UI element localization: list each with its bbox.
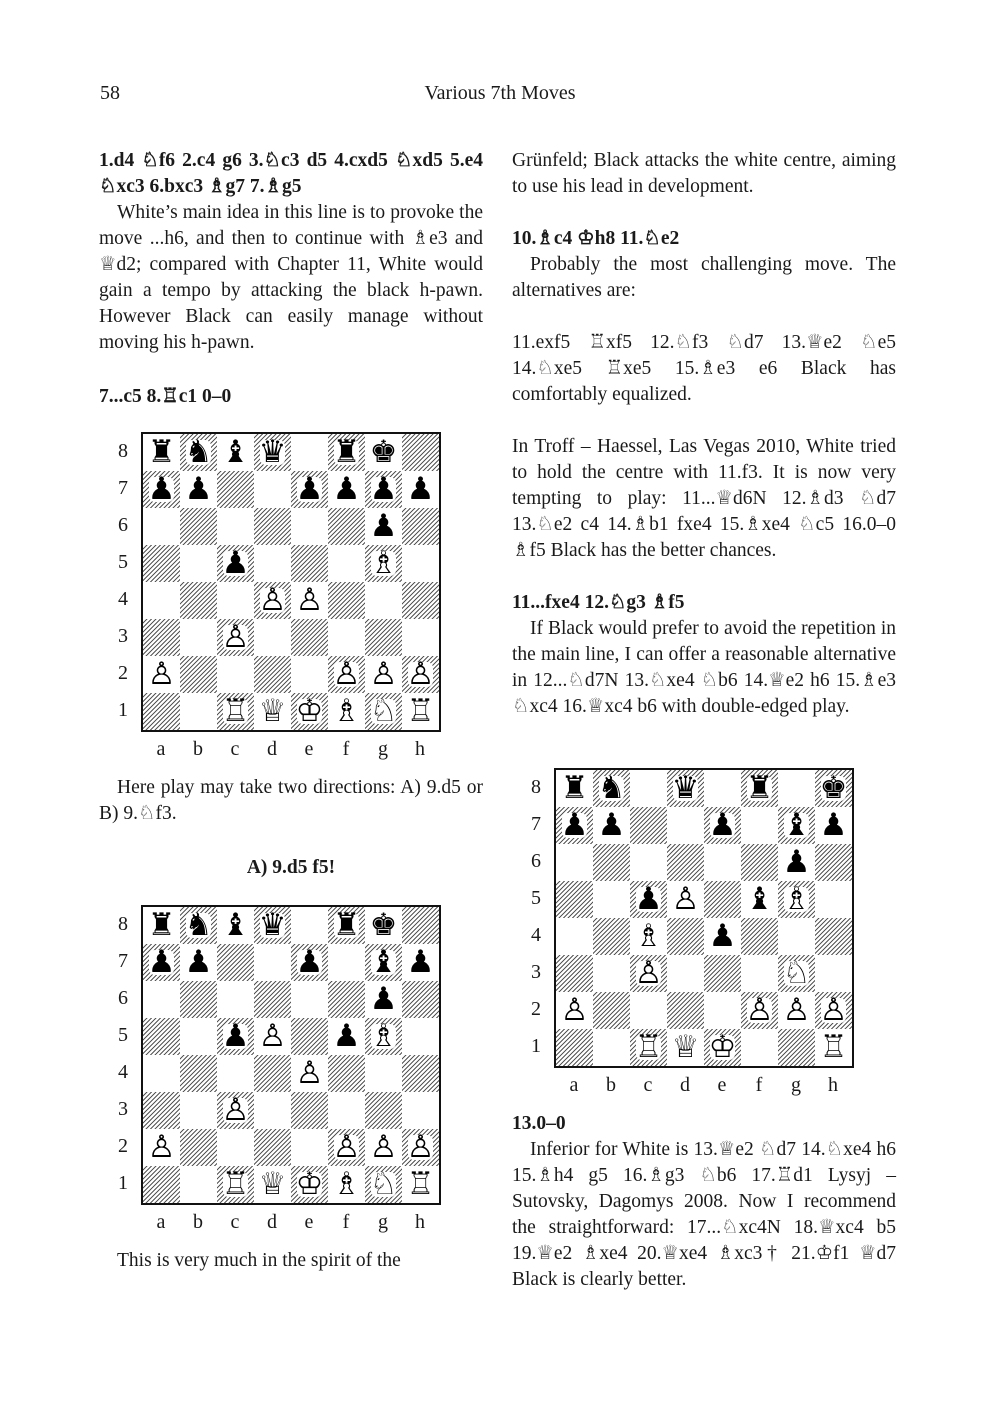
- square-d2: [254, 656, 291, 693]
- white-pawn-icon: ♙: [221, 619, 250, 655]
- square-g4: [365, 1055, 402, 1092]
- black-pawn-icon: ♟: [369, 471, 398, 507]
- square-e3: [704, 955, 741, 992]
- black-bishop-icon: ♝: [369, 944, 398, 980]
- page-number: 58: [100, 82, 120, 104]
- file-label: d: [267, 738, 277, 760]
- black-pawn-icon: ♟: [597, 807, 626, 843]
- running-header: Various 7th Moves: [424, 82, 576, 104]
- black-pawn-icon: ♟: [295, 471, 324, 507]
- square-f1: [741, 1029, 778, 1066]
- rank-label: 7: [531, 813, 541, 835]
- black-rook-icon: ♜: [560, 770, 589, 806]
- square-h6: [402, 981, 439, 1018]
- line-a-heading: A) 9.d5 f5!: [246, 857, 336, 878]
- black-king-icon: ♚: [369, 907, 398, 943]
- rank-label: 8: [118, 913, 128, 935]
- right-column-top: [512, 148, 896, 720]
- rank-label: 6: [118, 514, 128, 536]
- square-h4: [815, 918, 852, 955]
- rank-label: 3: [118, 1098, 128, 1120]
- black-rook-icon: ♜: [147, 907, 176, 943]
- square-c6: [630, 844, 667, 881]
- black-queen-icon: ♛: [258, 907, 287, 943]
- square-c6: [217, 981, 254, 1018]
- move-heading-13oo: 13.0–0: [512, 1113, 566, 1134]
- square-d2: [667, 992, 704, 1029]
- square-c4: [217, 582, 254, 619]
- right-paragraph-6: Inferior for White is 13.♕e2 ♘d7 14.♘xe4 h6 15.♗h4 g5 16.♗g3 ♘b6 17.♖d1 Lysyj – Sutovsky, Dagomys 2008. Now I recommend the straightforward: 17...♘xc4N 18.♕xc4 b5 19.♕e2 ♗xe4 20.♕xe4 ♗xc3† 21.♔f1 ♕d7 Black is clearly better.: [512, 1139, 896, 1290]
- square-e8: [704, 770, 741, 807]
- square-f7: [328, 944, 365, 981]
- square-h5: [402, 1018, 439, 1055]
- square-h3: [402, 619, 439, 656]
- square-f4: [328, 1055, 365, 1092]
- file-label: f: [342, 1211, 350, 1233]
- main-line-moves: 1.d4 ♘f6 2.c4 g6 3.♘c3 d5 4.cxd5 ♘xd5 5.e4 ♘xc3 6.bxc3 ♗g7 7.♗g5: [99, 150, 483, 197]
- file-label: b: [193, 738, 203, 760]
- square-a6: [143, 981, 180, 1018]
- white-bishop-icon: ♗: [369, 1018, 398, 1054]
- square-d3: [254, 1092, 291, 1129]
- square-f3: [741, 955, 778, 992]
- black-bishop-icon: ♝: [745, 881, 774, 917]
- white-pawn-icon: ♙: [782, 992, 811, 1028]
- white-bishop-icon: ♗: [332, 693, 361, 729]
- white-pawn-icon: ♙: [369, 1129, 398, 1165]
- square-b6: [180, 508, 217, 545]
- square-h4: [402, 1055, 439, 1092]
- black-rook-icon: ♜: [332, 907, 361, 943]
- white-pawn-icon: ♙: [295, 1055, 324, 1091]
- file-label: c: [230, 1211, 240, 1233]
- square-f7: [741, 807, 778, 844]
- square-b3: [180, 619, 217, 656]
- file-label: e: [304, 1211, 314, 1233]
- rank-label: 4: [118, 588, 128, 610]
- black-queen-icon: ♛: [671, 770, 700, 806]
- rank-label: 7: [118, 477, 128, 499]
- white-rook-icon: ♖: [634, 1029, 663, 1065]
- square-h4: [402, 582, 439, 619]
- black-bishop-icon: ♝: [782, 807, 811, 843]
- black-knight-icon: ♞: [597, 770, 626, 806]
- black-rook-icon: ♜: [745, 770, 774, 806]
- square-b5: [593, 881, 630, 918]
- rank-label: 3: [531, 961, 541, 983]
- white-bishop-icon: ♗: [369, 545, 398, 581]
- square-f6: [741, 844, 778, 881]
- white-bishop-icon: ♗: [332, 1166, 361, 1202]
- white-king-icon: ♔: [295, 1166, 324, 1202]
- white-pawn-icon: ♙: [221, 1092, 250, 1128]
- square-b5: [180, 545, 217, 582]
- white-pawn-icon: ♙: [332, 1129, 361, 1165]
- square-b1: [180, 693, 217, 730]
- square-e6: [291, 508, 328, 545]
- square-c2: [217, 1129, 254, 1166]
- black-rook-icon: ♜: [332, 434, 361, 470]
- square-d5: [254, 545, 291, 582]
- white-rook-icon: ♖: [406, 1166, 435, 1202]
- black-pawn-icon: ♟: [221, 545, 250, 581]
- black-pawn-icon: ♟: [184, 944, 213, 980]
- white-queen-icon: ♕: [671, 1029, 700, 1065]
- square-h5: [402, 545, 439, 582]
- left-paragraph-3: This is very much in the spirit of the: [117, 1250, 401, 1271]
- square-b1: [593, 1029, 630, 1066]
- file-label: a: [569, 1074, 579, 1096]
- square-e6: [291, 981, 328, 1018]
- file-label: d: [267, 1211, 277, 1233]
- file-label: a: [156, 1211, 166, 1233]
- white-pawn-icon: ♙: [258, 1018, 287, 1054]
- square-a5: [143, 545, 180, 582]
- square-b5: [180, 1018, 217, 1055]
- square-d6: [254, 981, 291, 1018]
- rank-label: 5: [118, 1024, 128, 1046]
- white-pawn-icon: ♙: [147, 1129, 176, 1165]
- file-label: g: [791, 1074, 801, 1096]
- black-pawn-icon: ♟: [406, 471, 435, 507]
- file-label: c: [643, 1074, 653, 1096]
- square-a5: [143, 1018, 180, 1055]
- square-f4: [741, 918, 778, 955]
- diagram-1-board: [141, 432, 441, 732]
- square-a3: [143, 619, 180, 656]
- square-h5: [815, 881, 852, 918]
- rank-label: 6: [118, 987, 128, 1009]
- square-g4: [365, 582, 402, 619]
- diagram-3-board: [554, 768, 854, 1068]
- square-b2: [593, 992, 630, 1029]
- rank-label: 2: [118, 662, 128, 684]
- black-pawn-icon: ♟: [708, 807, 737, 843]
- white-knight-icon: ♘: [782, 955, 811, 991]
- square-f3: [328, 619, 365, 656]
- rank-label: 5: [118, 551, 128, 573]
- white-pawn-icon: ♙: [147, 656, 176, 692]
- square-b3: [593, 955, 630, 992]
- white-queen-icon: ♕: [258, 693, 287, 729]
- square-g1: [778, 1029, 815, 1066]
- white-knight-icon: ♘: [369, 1166, 398, 1202]
- square-e2: [291, 1129, 328, 1166]
- square-a3: [556, 955, 593, 992]
- file-label: h: [415, 738, 425, 760]
- square-f4: [328, 582, 365, 619]
- square-e5: [704, 881, 741, 918]
- black-pawn-icon: ♟: [406, 944, 435, 980]
- white-pawn-icon: ♙: [745, 992, 774, 1028]
- white-bishop-icon: ♗: [782, 881, 811, 917]
- black-pawn-icon: ♟: [332, 1018, 361, 1054]
- square-b6: [180, 981, 217, 1018]
- white-pawn-icon: ♙: [295, 582, 324, 618]
- square-c7: [630, 807, 667, 844]
- rank-label: 2: [531, 998, 541, 1020]
- black-pawn-icon: ♟: [782, 844, 811, 880]
- black-knight-icon: ♞: [184, 907, 213, 943]
- rank-label: 2: [118, 1135, 128, 1157]
- square-c2: [630, 992, 667, 1029]
- square-d7: [254, 944, 291, 981]
- white-pawn-icon: ♙: [369, 656, 398, 692]
- rank-label: 7: [118, 950, 128, 972]
- white-pawn-icon: ♙: [634, 955, 663, 991]
- rank-label: 8: [531, 776, 541, 798]
- rank-label: 4: [118, 1061, 128, 1083]
- square-g3: [365, 619, 402, 656]
- diagram-2-board: [141, 905, 441, 1205]
- black-bishop-icon: ♝: [221, 907, 250, 943]
- file-label: a: [156, 738, 166, 760]
- square-e8: [291, 907, 328, 944]
- white-king-icon: ♔: [295, 693, 324, 729]
- square-b2: [180, 656, 217, 693]
- white-pawn-icon: ♙: [406, 656, 435, 692]
- square-h6: [402, 508, 439, 545]
- white-rook-icon: ♖: [221, 693, 250, 729]
- square-c2: [217, 656, 254, 693]
- square-d2: [254, 1129, 291, 1166]
- move-heading-10bc4: 10.♗c4 ♔h8 11.♘e2: [512, 228, 680, 249]
- square-h6: [815, 844, 852, 881]
- black-pawn-icon: ♟: [147, 944, 176, 980]
- right-column-bottom: [512, 1111, 896, 1293]
- square-a1: [143, 693, 180, 730]
- rank-label: 1: [118, 699, 128, 721]
- black-pawn-icon: ♟: [147, 471, 176, 507]
- white-pawn-icon: ♙: [819, 992, 848, 1028]
- right-paragraph-5: If Black would prefer to avoid the repetition in the main line, I can offer a reasonable alternative in 12...♘d7N 13.♘xe4 ♘b6 14.♕e2 h6 15.♗e3 ♘xc4 16.♕xc4 b6 with double-edged play.: [512, 618, 896, 717]
- square-d4: [667, 918, 704, 955]
- black-king-icon: ♚: [819, 770, 848, 806]
- square-h8: [402, 434, 439, 471]
- file-label: g: [378, 738, 388, 760]
- white-knight-icon: ♘: [369, 693, 398, 729]
- black-pawn-icon: ♟: [560, 807, 589, 843]
- black-pawn-icon: ♟: [221, 1018, 250, 1054]
- square-f3: [328, 1092, 365, 1129]
- black-pawn-icon: ♟: [369, 508, 398, 544]
- square-d6: [254, 508, 291, 545]
- rank-label: 6: [531, 850, 541, 872]
- right-paragraph-3: 11.exf5 ♖xf5 12.♘f3 ♘d7 13.♕e2 ♘e5 14.♘xe5 ♖xe5 15.♗e3 e6 Black has comfortably equalized.: [512, 332, 896, 405]
- square-d6: [667, 844, 704, 881]
- white-pawn-icon: ♙: [671, 881, 700, 917]
- file-label: h: [828, 1074, 838, 1096]
- right-paragraph-4: In Troff – Haessel, Las Vegas 2010, White tried to hold the centre with 11.f3. It is now very tempting to play: 11...♕d6N 12.♗d3 ♘d7 13.♘e2 c4 14.♗b1 fxe4 15.♗xe4 ♘c5 16.0–0 ♗f5 Black has the better chances.: [512, 436, 896, 561]
- square-a1: [556, 1029, 593, 1066]
- square-b6: [593, 844, 630, 881]
- file-label: d: [680, 1074, 690, 1096]
- square-c6: [217, 508, 254, 545]
- white-pawn-icon: ♙: [406, 1129, 435, 1165]
- square-a4: [556, 918, 593, 955]
- right-paragraph-2: Probably the most challenging move. The alternatives are:: [512, 254, 896, 301]
- square-g3: [365, 1092, 402, 1129]
- black-king-icon: ♚: [369, 434, 398, 470]
- square-a4: [143, 1055, 180, 1092]
- square-a3: [143, 1092, 180, 1129]
- file-label: b: [606, 1074, 616, 1096]
- black-pawn-icon: ♟: [369, 981, 398, 1017]
- square-h8: [402, 907, 439, 944]
- black-pawn-icon: ♟: [332, 471, 361, 507]
- square-f6: [328, 508, 365, 545]
- square-f5: [328, 545, 365, 582]
- square-a1: [143, 1166, 180, 1203]
- black-pawn-icon: ♟: [634, 881, 663, 917]
- file-label: f: [755, 1074, 763, 1096]
- rank-label: 8: [118, 440, 128, 462]
- square-d7: [254, 471, 291, 508]
- white-pawn-icon: ♙: [332, 656, 361, 692]
- square-b4: [180, 582, 217, 619]
- rank-label: 1: [531, 1035, 541, 1057]
- square-b2: [180, 1129, 217, 1166]
- square-b3: [180, 1092, 217, 1129]
- white-rook-icon: ♖: [406, 693, 435, 729]
- rank-label: 4: [531, 924, 541, 946]
- square-e2: [291, 656, 328, 693]
- rank-label: 5: [531, 887, 541, 909]
- rank-label: 1: [118, 1172, 128, 1194]
- left-column-top: [99, 148, 483, 410]
- left-paragraph-2: Here play may take two directions: A) 9.d5 or B) 9.♘f3.: [99, 777, 483, 824]
- square-d7: [667, 807, 704, 844]
- file-label: e: [717, 1074, 727, 1096]
- square-e5: [291, 545, 328, 582]
- file-label: f: [342, 738, 350, 760]
- file-label: c: [230, 738, 240, 760]
- square-e6: [704, 844, 741, 881]
- white-pawn-icon: ♙: [258, 582, 287, 618]
- black-bishop-icon: ♝: [221, 434, 250, 470]
- white-queen-icon: ♕: [258, 1166, 287, 1202]
- black-pawn-icon: ♟: [295, 944, 324, 980]
- square-h3: [815, 955, 852, 992]
- black-pawn-icon: ♟: [184, 471, 213, 507]
- square-e2: [704, 992, 741, 1029]
- move-heading-11fxe4: 11...fxe4 12.♘g3 ♗f5: [512, 592, 685, 613]
- square-b4: [180, 1055, 217, 1092]
- square-c7: [217, 944, 254, 981]
- left-column-mid: [99, 775, 483, 881]
- white-rook-icon: ♖: [221, 1166, 250, 1202]
- left-paragraph-1: White’s main idea in this line is to provoke the move ...h6, and then to continue with ♗e3 and ♕d2; compared with Chapter 11, White would gain a tempo by attacking the black h-pawn. However Black can easily manage without moving his h-pawn.: [99, 202, 483, 353]
- square-b4: [593, 918, 630, 955]
- square-c4: [217, 1055, 254, 1092]
- white-rook-icon: ♖: [819, 1029, 848, 1065]
- square-f6: [328, 981, 365, 1018]
- square-c7: [217, 471, 254, 508]
- square-e5: [291, 1018, 328, 1055]
- white-bishop-icon: ♗: [634, 918, 663, 954]
- square-d3: [254, 619, 291, 656]
- right-paragraph-1: Grünfeld; Black attacks the white centre, aiming to use his lead in development.: [512, 150, 896, 197]
- square-d3: [667, 955, 704, 992]
- file-label: e: [304, 738, 314, 760]
- square-c8: [630, 770, 667, 807]
- white-pawn-icon: ♙: [560, 992, 589, 1028]
- square-a5: [556, 881, 593, 918]
- square-e3: [291, 619, 328, 656]
- file-label: g: [378, 1211, 388, 1233]
- square-b1: [180, 1166, 217, 1203]
- file-label: h: [415, 1211, 425, 1233]
- file-label: b: [193, 1211, 203, 1233]
- square-e3: [291, 1092, 328, 1129]
- square-a4: [143, 582, 180, 619]
- square-e8: [291, 434, 328, 471]
- black-knight-icon: ♞: [184, 434, 213, 470]
- rank-label: 3: [118, 625, 128, 647]
- square-a6: [556, 844, 593, 881]
- left-column-bottom: [99, 1248, 483, 1274]
- square-g4: [778, 918, 815, 955]
- black-rook-icon: ♜: [147, 434, 176, 470]
- black-queen-icon: ♛: [258, 434, 287, 470]
- square-d4: [254, 1055, 291, 1092]
- black-pawn-icon: ♟: [819, 807, 848, 843]
- square-g8: [778, 770, 815, 807]
- move-heading-7c5: 7...c5 8.♖c1 0–0: [99, 386, 232, 407]
- square-h3: [402, 1092, 439, 1129]
- square-a6: [143, 508, 180, 545]
- white-king-icon: ♔: [708, 1029, 737, 1065]
- black-pawn-icon: ♟: [708, 918, 737, 954]
